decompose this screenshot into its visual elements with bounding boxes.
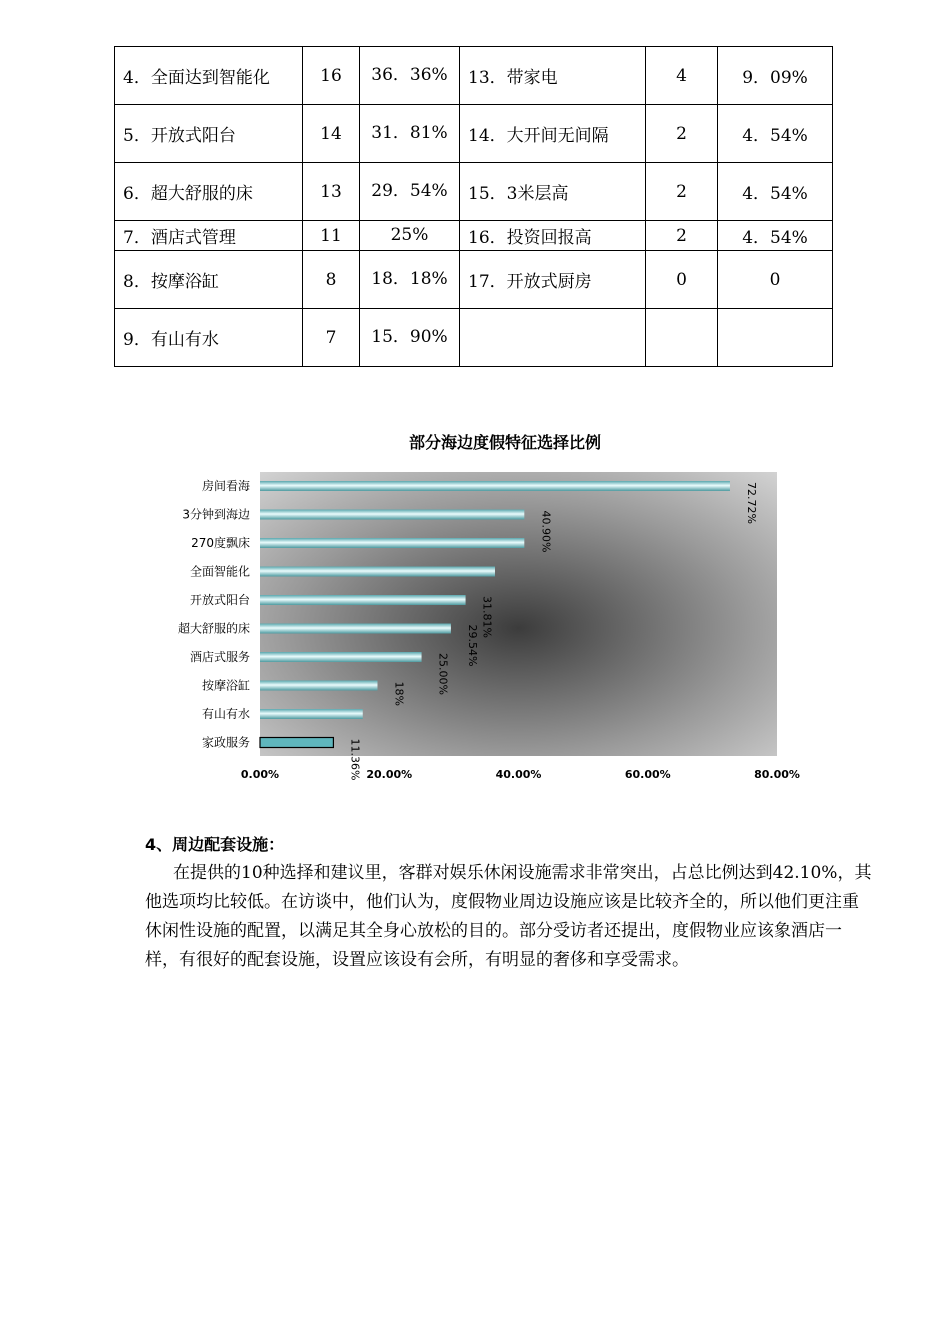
bar [260,624,451,634]
bar [260,681,377,691]
feature-percent: 29．54% [360,163,460,221]
feature-percent: 4．54% [718,221,833,251]
feature-name: 7．酒店式管理 [115,221,303,251]
data-label: 11.36% [348,738,362,781]
bar [260,510,524,520]
feature-percent: 31．81% [360,105,460,163]
feature-count: 14 [303,105,360,163]
section-paragraph: 在提供的10种选择和建议里，客群对娱乐休闲设施需求非常突出，占总比例达到42.10%，其他选项均比较低。在访谈中，他们认为，度假物业周边设施应该是比较齐全的，所以他们更注重休闲性设施的配置，以满足其全身心放松的目的。部分受访者还提出，度假物业应该象酒店一样，有很好的配套设施，设置应该设有会所，有明显的奢侈和享受需求。 [145,863,872,970]
data-label: 29.54% [465,624,479,667]
feature-percent: 4．54% [718,163,833,221]
bar [260,538,524,548]
table-row [115,163,833,221]
feature-name: 17．开放式厨房 [460,251,646,309]
x-axis-ticks [241,768,800,781]
facilities-section [145,830,875,975]
table-row [115,309,833,367]
feature-count [646,309,718,367]
bar [260,481,730,491]
data-label: 40.90% [539,510,553,553]
feature-count: 2 [646,105,718,163]
feature-survey-table [114,46,833,367]
feature-count: 7 [303,309,360,367]
x-tick-label: 20.00% [366,768,413,781]
feature-percent: 15．90% [360,309,460,367]
category-label: 按摩浴缸 [201,678,250,693]
feature-count: 2 [646,163,718,221]
x-tick-label: 60.00% [624,768,671,781]
data-label: 72.72% [744,482,758,524]
feature-count: 4 [646,47,718,105]
category-label: 有山有水 [201,707,250,721]
chart-title: 部分海边度假特征选择比例 [408,433,601,452]
bar [260,652,422,662]
feature-name: 16．投资回报高 [460,221,646,251]
table-row [115,105,833,163]
feature-percent: 4．54% [718,105,833,163]
feature-name [460,309,646,367]
category-label: 家政服务 [201,735,250,750]
category-label: 开放式阳台 [189,593,250,607]
feature-count: 8 [303,251,360,309]
data-label: 18% [392,681,406,706]
feature-percent: 9．09% [718,47,833,105]
category-label: 房间看海 [201,479,250,493]
category-label: 超大舒服的床 [177,621,250,636]
bar [260,567,495,577]
feature-percent: 25% [360,221,460,251]
category-label: 270度飘床 [191,536,250,550]
feature-count: 2 [646,221,718,251]
x-tick-label: 40.00% [495,768,542,781]
category-labels [178,478,250,750]
feature-name: 8．按摩浴缸 [115,251,303,309]
data-label: 31.81% [480,596,494,638]
feature-name: 5．开放式阳台 [115,105,303,163]
bar-chart [0,460,950,800]
feature-name: 15．3米层高 [460,163,646,221]
bar [260,738,333,748]
category-label: 全面智能化 [189,564,250,579]
category-label: 酒店式服务 [189,650,250,664]
feature-percent: 0 [718,251,833,309]
feature-name: 9．有山有水 [115,309,303,367]
feature-name: 4．全面达到智能化 [115,47,303,105]
feature-count: 11 [303,221,360,251]
data-label: 25.00% [436,653,450,695]
table-row [115,221,833,251]
feature-count: 13 [303,163,360,221]
feature-count: 16 [303,47,360,105]
section-heading: 4、周边配套设施： [145,835,285,854]
feature-percent: 36．36% [360,47,460,105]
bar [260,709,363,719]
category-label: 3分钟到海边 [182,507,250,522]
feature-count: 0 [646,251,718,309]
table-row [115,47,833,105]
feature-percent: 18．18% [360,251,460,309]
bar [260,595,466,605]
x-tick-label: 80.00% [754,768,800,781]
feature-percent [718,309,833,367]
table-row [115,251,833,309]
feature-name: 14．大开间无间隔 [460,105,646,163]
feature-name: 13．带家电 [460,47,646,105]
feature-name: 6．超大舒服的床 [115,163,303,221]
x-tick-label: 0.00% [240,768,280,781]
